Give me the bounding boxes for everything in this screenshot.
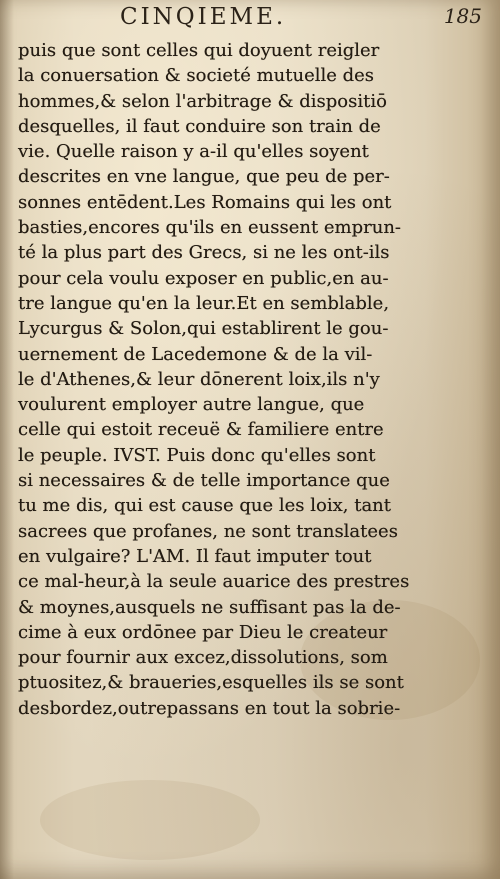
text-line: sacrees que profanes, ne sont translatees bbox=[18, 520, 398, 542]
text-line: pour cela voulu exposer en public,en au- bbox=[18, 267, 389, 289]
text-line: en vulgaire? L'AM. Il faut imputer tout bbox=[18, 545, 372, 567]
paper-stain bbox=[40, 780, 260, 860]
text-line: té la plus part des Grecs, si ne les ont-ils bbox=[18, 242, 390, 264]
text-line: si necessaires & de telle importance que bbox=[18, 470, 390, 492]
text-line: sonnes entēdent.Les Romains qui les ont bbox=[18, 191, 392, 213]
text-line: le d'Athenes,& leur dōnerent loix,ils n'y bbox=[18, 368, 380, 390]
text-line: tu me dis, qui est cause que les loix, tant bbox=[18, 495, 391, 517]
text-line: le peuple. IVST. Puis donc qu'elles sont bbox=[18, 444, 376, 466]
text-line: desquelles, il faut conduire son train de bbox=[18, 115, 381, 137]
page-number: 185 bbox=[443, 4, 482, 28]
text-line: ce mal-heur,à la seule auarice des prestres bbox=[18, 571, 410, 593]
text-line: vie. Quelle raison y a-il qu'elles soyent bbox=[18, 141, 369, 163]
text-line: voulurent employer autre langue, que bbox=[18, 394, 365, 416]
text-line: hommes,& selon l'arbitrage & dispositiō bbox=[18, 90, 387, 112]
page-gutter-shadow bbox=[0, 0, 14, 879]
text-line: ptuositez,& braueries,esquelles ils se sont bbox=[18, 672, 404, 694]
running-title: CINQIEME. bbox=[120, 4, 287, 30]
text-line: basties,encores qu'ils en eussent emprun- bbox=[18, 217, 402, 239]
text-line: tre langue qu'en la leur.Et en semblable, bbox=[18, 292, 390, 314]
text-line: cime à eux ordōnee par Dieu le createur bbox=[18, 621, 388, 643]
text-line: descrites en vne langue, que peu de per- bbox=[18, 166, 390, 188]
text-line: desbordez,outrepassans en tout la sobrie- bbox=[18, 697, 401, 719]
text-line: pour fournir aux excez,dissolutions, som bbox=[18, 647, 388, 669]
text-line: celle qui estoit receuë & familiere entre bbox=[18, 419, 384, 441]
text-line: Lycurgus & Solon,qui establirent le gou- bbox=[18, 318, 389, 340]
text-line: & moynes,ausquels ne suffisant pas la de- bbox=[18, 596, 401, 618]
running-head bbox=[120, 4, 490, 34]
text-line: uernement de Lacedemone & de la vil- bbox=[18, 343, 373, 365]
text-line: puis que sont celles qui doyuent reigler bbox=[18, 40, 380, 61]
text-line: la conuersation & societé mutuelle des bbox=[18, 65, 375, 87]
body-text bbox=[18, 38, 448, 721]
